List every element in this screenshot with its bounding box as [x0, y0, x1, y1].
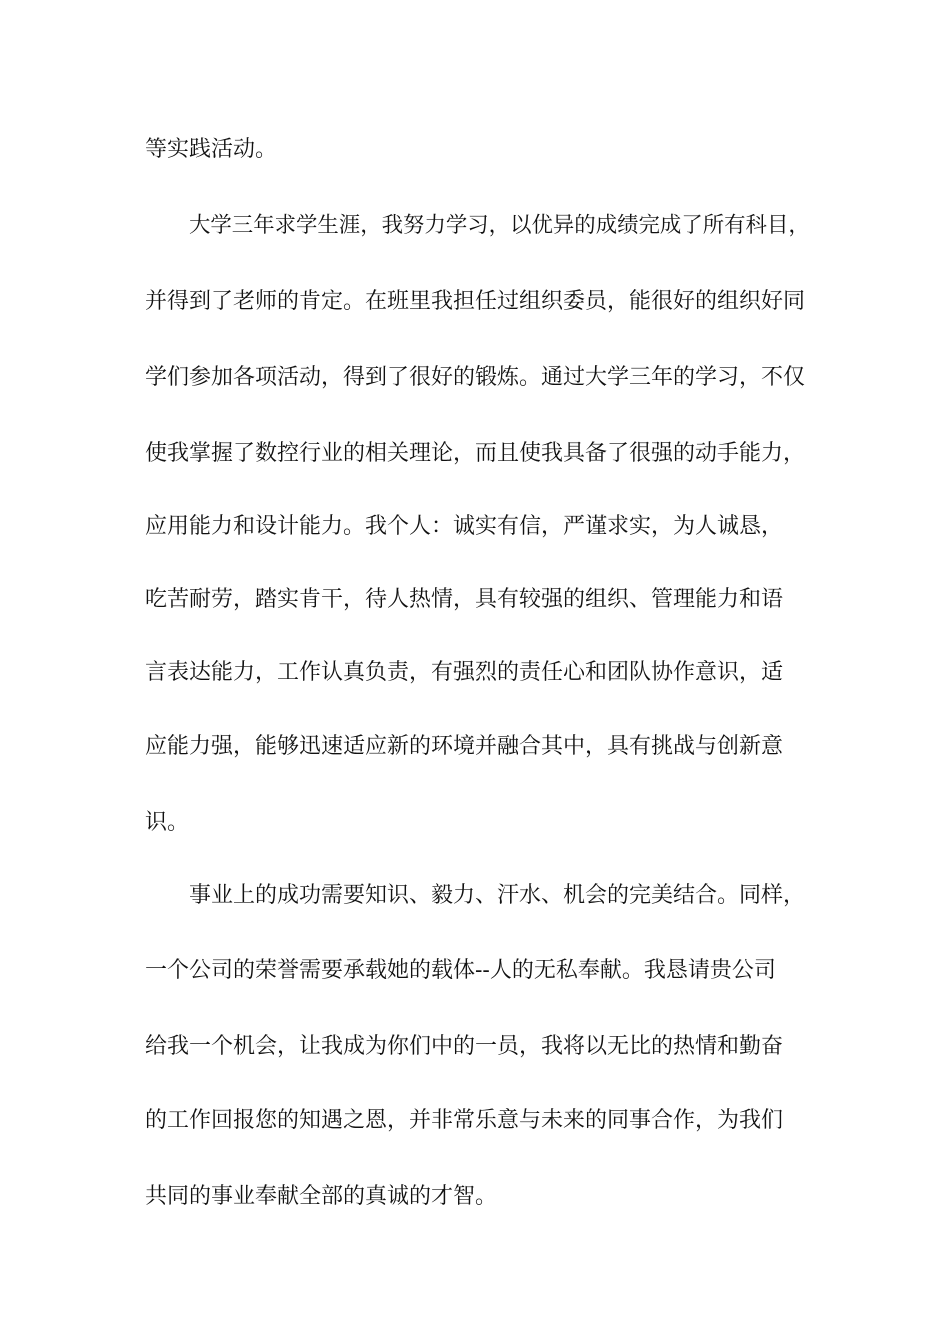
text-line: 言表达能力，工作认真负责，有强烈的责任心和团队协作意识，适: [145, 660, 784, 685]
text-line: 识。: [145, 810, 190, 835]
text-line: 学们参加各项活动，得到了很好的锻炼。通过大学三年的学习，不仅: [145, 365, 806, 390]
paragraph-line-first: 大学三年求学生涯，我努力学习，以优异的成绩完成了所有科目，: [189, 213, 810, 238]
text-line: 吃苦耐劳，踏实肯干，待人热情，具有较强的组织、管理能力和语: [145, 587, 784, 612]
text-line: 使我掌握了数控行业的相关理论，而且使我具备了很强的动手能力，: [145, 441, 806, 466]
text-line: 给我一个机会，让我成为你们中的一员，我将以无比的热情和勤奋: [145, 1034, 784, 1059]
paragraph-line-first: 事业上的成功需要知识、毅力、汗水、机会的完美结合。同样，: [189, 883, 806, 908]
text-line: 共同的事业奉献全部的真诚的才智。: [145, 1184, 498, 1209]
text-line: 的工作回报您的知遇之恩，并非常乐意与未来的同事合作，为我们: [145, 1108, 784, 1133]
text-line: 应能力强，能够迅速适应新的环境并融合其中，具有挑战与创新意: [145, 734, 784, 759]
text-line: 一个公司的荣誉需要承载她的载体--人的无私奉献。我恳请贵公司: [145, 958, 776, 983]
text-line: 等实践活动。: [145, 137, 278, 162]
text-line: 应用能力和设计能力。我个人：诚实有信，严谨求实，为人诚恳，: [145, 514, 784, 539]
text-line: 并得到了老师的肯定。在班里我担任过组织委员，能很好的组织好同: [145, 289, 806, 314]
